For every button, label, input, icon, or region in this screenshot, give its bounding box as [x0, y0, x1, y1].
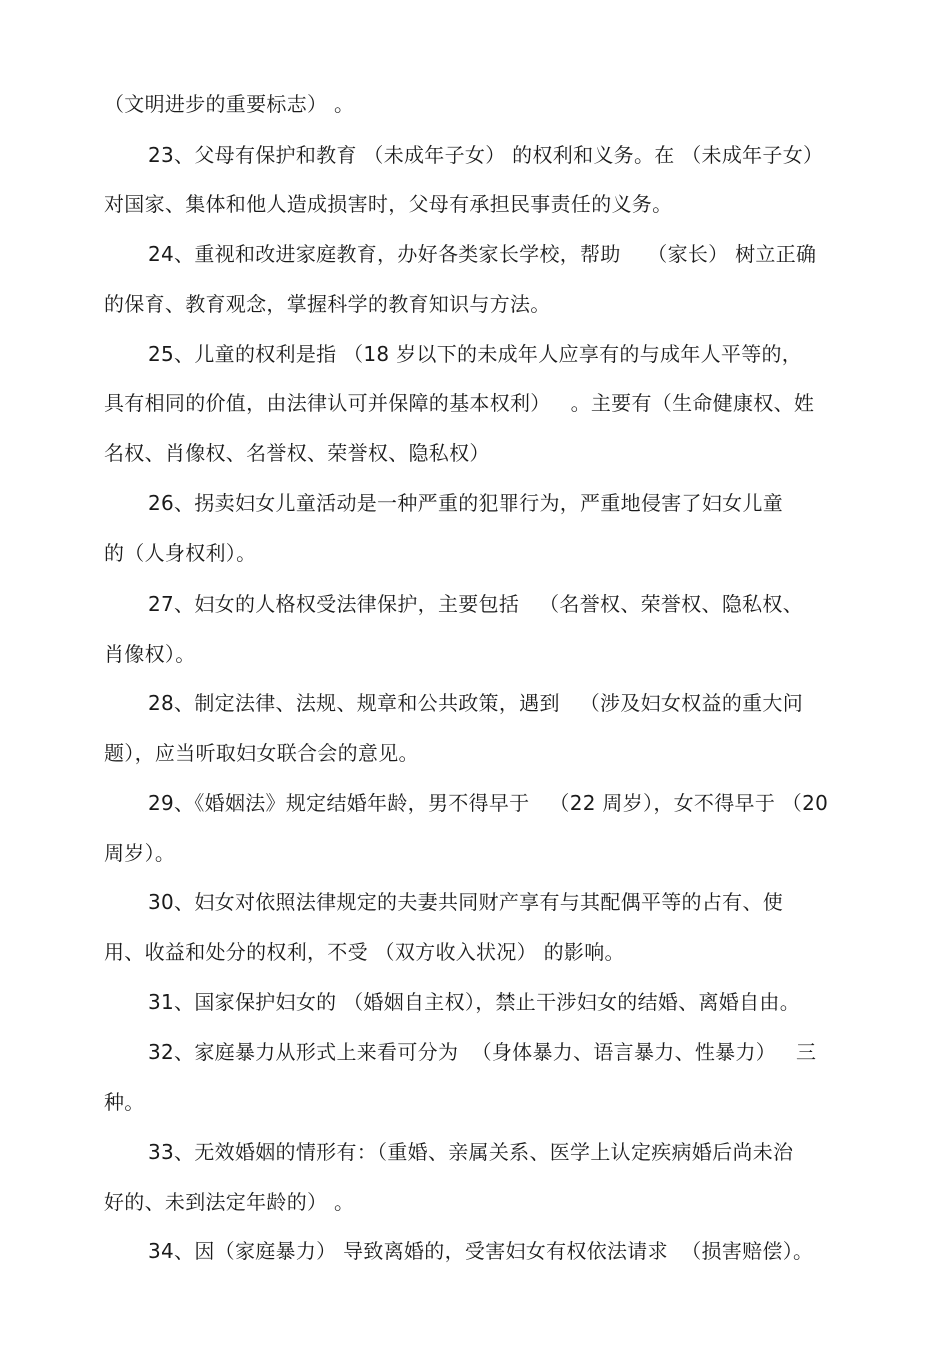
- text-line: 具有相同的价值，由法律认可并保障的基本权利） 。主要有（生命健康权、姓: [104, 391, 815, 415]
- text-line: 名权、肖像权、名誉权、荣誉权、隐私权）: [104, 441, 490, 465]
- text-line: 29、《婚姻法》规定结婚年龄，男不得早于 （22 周岁），女不得早于 （20: [148, 791, 829, 815]
- text-line: 23、父母有保护和教育 （未成年子女） 的权利和义务。在 （未成年子女）: [148, 143, 824, 167]
- text-line: 好的、未到法定年龄的） 。: [104, 1190, 355, 1214]
- text-line: 30、妇女对依照法律规定的夫妻共同财产享有与其配偶平等的占有、使: [148, 890, 784, 914]
- text-line: 32、家庭暴力从形式上来看可分为 （身体暴力、语言暴力、性暴力） 三: [148, 1040, 817, 1064]
- text-line: 25、儿童的权利是指 （18 岁以下的未成年人应享有的与成年人平等的，: [148, 342, 803, 366]
- text-line: 种。: [104, 1090, 145, 1114]
- text-line: 肖像权）。: [104, 642, 196, 666]
- text-line: 的（人身权利）。: [104, 541, 257, 565]
- text-line: 27、妇女的人格权受法律保护，主要包括 （名誉权、荣誉权、隐私权、: [148, 592, 804, 616]
- text-line: 24、重视和改进家庭教育，办好各类家长学校，帮助 （家长） 树立正确: [148, 242, 817, 266]
- text-line: 28、制定法律、法规、规章和公共政策，遇到 （涉及妇女权益的重大问: [148, 691, 804, 715]
- text-line: 对国家、集体和他人造成损害时，父母有承担民事责任的义务。: [104, 192, 673, 216]
- text-line: 31、国家保护妇女的 （婚姻自主权），禁止干涉妇女的结婚、离婚自由。: [148, 990, 801, 1014]
- text-line: 26、拐卖妇女儿童活动是一种严重的犯罪行为，严重地侵害了妇女儿童: [148, 491, 784, 515]
- text-line: 的保育、教育观念，掌握科学的教育知识与方法。: [104, 292, 551, 316]
- text-line: 用、收益和处分的权利，不受 （双方收入状况） 的影响。: [104, 940, 625, 964]
- text-line: 题），应当听取妇女联合会的意见。: [104, 741, 419, 765]
- text-line: 33、无效婚姻的情形有：（重婚、亲属关系、医学上认定疾病婚后尚未治: [148, 1140, 794, 1164]
- text-line: （文明进步的重要标志） 。: [104, 92, 355, 116]
- text-line: 34、因（家庭暴力） 导致离婚的，受害妇女有权依法请求 （损害赔偿）。: [148, 1239, 814, 1263]
- text-line: 周岁）。: [104, 841, 176, 865]
